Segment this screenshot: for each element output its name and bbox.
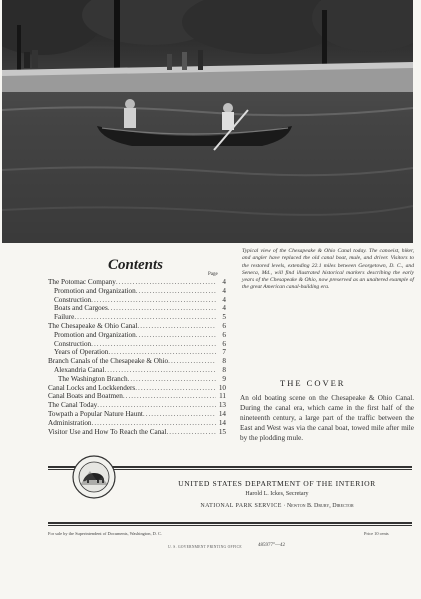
photo-caption: Typical view of the Chesapeake & Ohio Canal today. The canoeist, hiker, and angler have replaced the old canal boat, mule, and driver. Visitors to the restored levels, extending 22.1 miles between Georgetown, D. C., and Seneca, Md., will find illustrated historical markers describing the early years of the Chesapeake & Ohio, now preserved as an unaltered example of the great American canal-building era. [242, 248, 414, 291]
toc-leader-dots [97, 401, 216, 409]
toc-entry-title: Construction [54, 295, 92, 304]
toc-entry-page: 6 [222, 330, 226, 339]
toc-entry-page: 4 [222, 304, 226, 313]
toc-entry-page: 10 [218, 383, 226, 392]
toc-entry-page: 6 [222, 321, 226, 330]
toc-entry-title: Boats and Cargoes [54, 304, 108, 313]
toc-leader-dots [136, 287, 216, 295]
toc-entry-page: 4 [222, 278, 226, 286]
printing-office: U. S. GOVERNMENT PRINTING OFFICE [168, 545, 242, 549]
toc-leader-dots [136, 331, 216, 339]
toc-entry-page: 14 [218, 409, 226, 418]
toc-entry [48, 384, 226, 393]
toc-leader-dots [167, 428, 217, 436]
separator: · [283, 503, 287, 509]
toc-entry [48, 348, 226, 357]
toc-entry-title: Construction [54, 339, 92, 348]
toc-entry [48, 428, 226, 437]
toc-entry [48, 322, 226, 331]
toc-entry-page: 9 [222, 374, 226, 383]
toc-entry [48, 392, 226, 401]
bottom-rule [48, 522, 412, 524]
toc-leader-dots [91, 296, 216, 304]
toc-entry [48, 304, 226, 313]
toc-leader-dots [143, 410, 216, 418]
toc-entry [48, 296, 226, 305]
secretary-name: Harold L. Ickes, Secretary [245, 491, 309, 497]
toc-entry-title: Failure [54, 313, 75, 322]
toc-entry [48, 401, 226, 410]
bottom-rule-thin [48, 525, 412, 526]
toc-entry [48, 331, 226, 340]
toc-entry [48, 340, 226, 349]
toc-leader-dots [123, 392, 216, 400]
toc-entry-title: Canal Boats and Boatmen [48, 392, 123, 401]
toc-entry [48, 357, 226, 366]
toc-leader-dots [105, 366, 217, 374]
toc-entry-page: 8 [222, 365, 226, 374]
toc-entry [48, 410, 226, 419]
toc-entry-title: Towpath a Popular Nature Haunt [48, 409, 143, 418]
toc-entry [48, 278, 226, 287]
department-name: UNITED STATES DEPARTMENT OF THE INTERIOR [178, 479, 376, 488]
toc-leader-dots [116, 278, 216, 286]
cover-title: THE COVER [280, 378, 346, 388]
toc-leader-dots [74, 313, 216, 321]
toc-leader-dots [91, 340, 216, 348]
toc-entry-title: Branch Canals of the Chesapeake & Ohio [48, 357, 169, 366]
toc-entry-title: Administration [48, 418, 92, 427]
toc-entry-page: 5 [222, 313, 226, 322]
toc-entry-title: Visitor Use and How To Reach the Canal [48, 427, 167, 436]
toc-entry-page: 7 [222, 348, 226, 357]
toc-entry-page: 8 [222, 357, 226, 366]
toc-entry [48, 366, 226, 375]
toc-entry-page: 14 [218, 418, 226, 427]
park-service-line [142, 503, 412, 509]
toc-entry-title: The Potomac Company [48, 278, 116, 286]
page-column-header: Page [208, 272, 218, 277]
table-of-contents [48, 278, 226, 436]
toc-entry-page: 4 [222, 286, 226, 295]
toc-entry-page: 6 [222, 339, 226, 348]
price: Price 10 cents [364, 531, 389, 536]
toc-entry [48, 313, 226, 322]
toc-entry-page: 15 [218, 427, 226, 436]
toc-entry-title: Promotion and Organization [54, 286, 136, 295]
toc-entry-title: Years of Operation [54, 348, 109, 357]
toc-entry-title: Canal Locks and Lockkenders [48, 383, 136, 392]
toc-leader-dots [135, 384, 216, 392]
toc-leader-dots [168, 357, 216, 365]
print-code: 485977°—42 [258, 543, 285, 548]
canal-canoe-photo [2, 0, 413, 243]
toc-leader-dots [108, 348, 216, 356]
sale-notice: For sale by the Superintendent of Documents, Washington, D. C. [48, 531, 163, 536]
toc-entry-title: The Canal Today [48, 401, 98, 410]
toc-entry-title: Alexandria Canal [54, 365, 105, 374]
toc-entry [48, 375, 226, 384]
toc-entry-title: The Chesapeake & Ohio Canal [48, 321, 138, 330]
toc-entry-title: Promotion and Organization [54, 330, 136, 339]
toc-entry-page: 11 [219, 392, 226, 401]
toc-leader-dots [92, 419, 216, 427]
department-of-interior-seal-icon [72, 455, 116, 499]
photo-graphic [2, 0, 413, 243]
toc-leader-dots [108, 304, 216, 312]
toc-entry-title: The Washington Branch [58, 374, 128, 383]
service-name: NATIONAL PARK SERVICE [200, 503, 282, 509]
contents-title: Contents [108, 257, 164, 273]
director-name: Newton B. Drury, Director [286, 503, 354, 509]
toc-leader-dots [128, 375, 216, 383]
toc-leader-dots [137, 322, 216, 330]
cover-description: An old boating scene on the Chesapeake & Ohio Canal. During the canal era, which came in the first half of the nineteenth century, a large part of the traffic between the East and West was via the canal boat, towed mile after mile by the plodding mule. [240, 394, 414, 442]
toc-entry [48, 419, 226, 428]
toc-entry-page: 13 [218, 401, 226, 410]
toc-entry-page: 4 [222, 295, 226, 304]
toc-entry [48, 287, 226, 296]
